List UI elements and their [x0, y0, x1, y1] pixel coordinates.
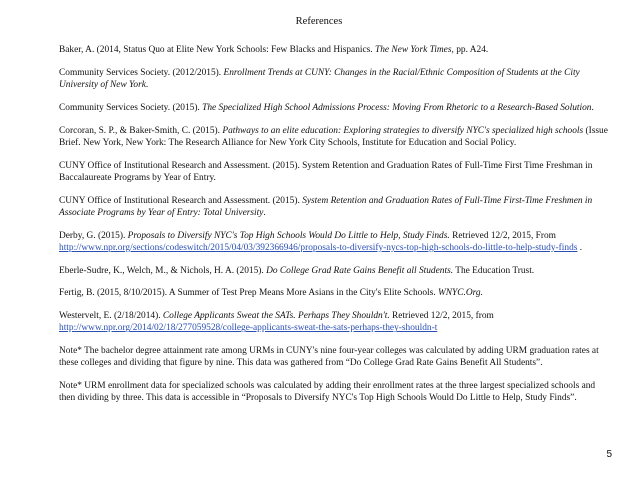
- reference-text: CUNY Office of Institutional Research and Assessment. (2015). System Retention and Graduation Rates of Full-Time First Time Freshman in Baccalaureate Programs by Year of Entry.: [59, 160, 593, 183]
- note-text: Note* URM enrollment data for specialized schools was calculated by adding their enrollment rates at the three largest specialized schools and then dividing by three. This data is accessible in “Proposals to Diversify NYC's Top High Schools Would Do Little to Help, Study Finds”.: [59, 381, 596, 404]
- reference-source: College Applicants Sweat the SATs. Perhaps They Shouldn't.: [162, 311, 390, 322]
- reference-text: Fertig, B. (2015, 8/10/2015). A Summer of Test Prep Means More Asians in the City's Elite Schools.: [59, 288, 438, 299]
- reference-source: Do College Grad Rate Gains Benefit all Students.: [266, 265, 454, 276]
- reference-text: Westervelt, E. (2/18/2014).: [59, 311, 163, 322]
- page-title: References: [295, 16, 343, 27]
- reference-text: Eberle-Sudre, K., Welch, M., & Nichols, H. A. (2015).: [59, 265, 267, 276]
- reference-text: Community Services Society. (2012/2015).: [59, 67, 224, 78]
- note-urm-enrollment: [59, 380, 611, 404]
- note-bachelor-rate: [59, 345, 611, 369]
- reference-source: Pathways to an elite education: Exploring strategies to diversify NYC's specialized high schools: [222, 125, 584, 136]
- reference-corcoran: [59, 125, 611, 149]
- reference-text: Community Services Society. (2015).: [59, 102, 203, 113]
- reference-text: Retrieved 12/2, 2015, From: [449, 230, 556, 241]
- note-text: Note* The bachelor degree attainment rate among URMs in CUNY's nine four-year colleges was calculated by adding URM graduation rates at these colleges and dividing that figure by nine. This data was gathered from “Do College Grad Rate Gains Benefit All Students”.: [59, 346, 599, 369]
- reference-text: Corcoran, S. P., & Baker-Smith, C. (2015).: [59, 125, 223, 136]
- reference-derby: [59, 230, 611, 254]
- reference-source: Proposals to Diversify NYC's Top High Schools Would Do Little to Help, Study Finds.: [127, 230, 450, 241]
- reference-text: CUNY Office of Institutional Research and Assessment. (2015).: [59, 195, 303, 206]
- reference-cuny-associate: [59, 195, 611, 219]
- reference-list: [59, 44, 611, 415]
- reference-text: .: [263, 207, 266, 218]
- reference-css-shsat: [59, 102, 611, 114]
- reference-westervelt: [59, 310, 611, 334]
- reference-text: pp. A24.: [453, 45, 489, 55]
- reference-source: Enrollment Trends at CUNY: Changes in the Racial/Ethnic Composition of Students at the City University of New York: [59, 67, 580, 90]
- reference-eberle-sudre: [59, 265, 611, 277]
- reference-source: WNYC.Org.: [437, 288, 483, 299]
- reference-fertig: [59, 287, 611, 299]
- reference-text: Retrieved 12/2, 2015, from: [389, 311, 494, 322]
- reference-source: System Retention and Graduation Rates of Full-Time First-Time Freshmen in Associate Programs by Year of Entry: Total University: [59, 195, 593, 218]
- reference-link[interactable]: http://www.npr.org/2014/02/18/277059528/college-applicants-sweat-the-sats-perhaps-they-shouldn-t: [59, 323, 438, 334]
- reference-text: .: [577, 242, 583, 253]
- reference-css-cuny: [59, 67, 611, 91]
- reference-text: .: [145, 80, 149, 90]
- reference-text: Baker, A. (2014, Status Quo at Elite New York Schools: Few Blacks and Hispanics.: [59, 45, 375, 55]
- reference-link[interactable]: http://www.npr.org/sections/codeswitch/2015/04/03/392366946/proposals-to-diversify-nycs-top-high-schools-do-little-to-help-study-finds: [59, 242, 578, 253]
- reference-baker: [59, 44, 611, 56]
- reference-text: Derby, G. (2015).: [59, 230, 128, 241]
- reference-cuny-baccalaureate: [59, 160, 611, 184]
- page-number: 5: [606, 449, 612, 460]
- reference-source: The Specialized High School Admissions Process: Moving From Rhetoric to a Research-Based Solution: [202, 102, 592, 113]
- reference-text: The Education Trust.: [453, 265, 535, 276]
- reference-source: The New York Times,: [375, 45, 454, 55]
- reference-text: (Issue Brief. New York, New York: The Research Alliance for New York City Schools, Institute for Education and Social Policy.: [59, 125, 608, 148]
- reference-text: .: [591, 102, 594, 113]
